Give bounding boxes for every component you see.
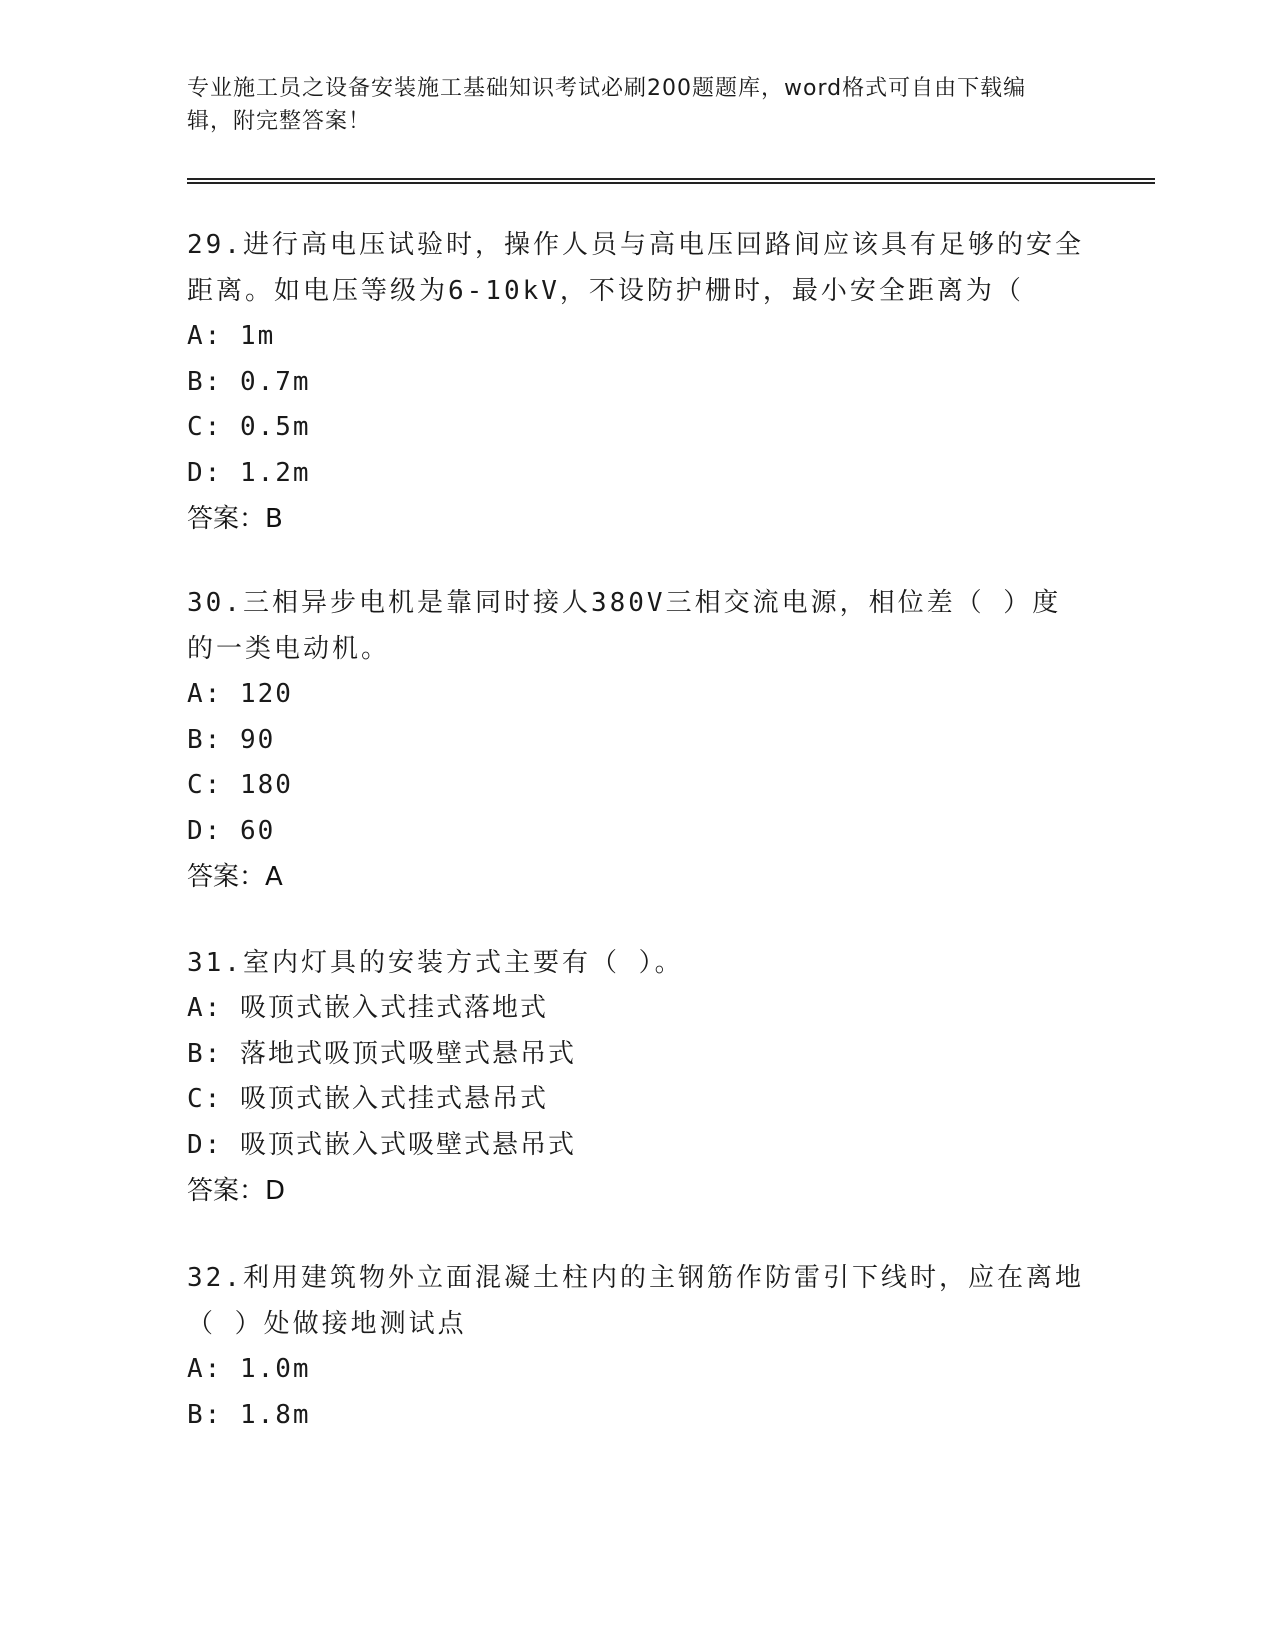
question-31: [187, 940, 1087, 1214]
option-d: D: 60: [187, 815, 276, 846]
question-stem: 31.室内灯具的安装方式主要有（ ）。: [187, 948, 684, 978]
question-30: [187, 580, 1087, 900]
header-divider: [187, 178, 1155, 184]
document-header-title: 专业施工员之设备安装施工基础知识考试必刷200题题库，word格式可自由下载编辑，附完整答案！: [187, 76, 1027, 134]
option-a: A: 吸顶式嵌入式挂式落地式: [187, 993, 548, 1023]
answer-line: 答案：B: [187, 504, 283, 534]
option-a: A: 120: [187, 679, 293, 709]
option-a: A: 1.0m: [187, 1354, 311, 1384]
option-b: B: 落地式吸顶式吸壁式悬吊式: [187, 1038, 576, 1069]
question-stem: 32.利用建筑物外立面混凝土柱内的主钢筋作防雷引下线时，应在离地（ ）处做接地测试点: [187, 1263, 1084, 1339]
option-d: D: 1.2m: [187, 457, 311, 488]
option-a: A: 1m: [187, 321, 276, 351]
option-b: B: 1.8m: [187, 1399, 311, 1430]
answer-line: 答案：D: [187, 1176, 286, 1206]
question-32: [187, 1255, 1087, 1438]
option-d: D: 吸顶式嵌入式吸壁式悬吊式: [187, 1129, 576, 1160]
question-stem: 29.进行高电压试验时，操作人员与高电压回路间应该具有足够的安全距离。如电压等级为6-10kV，不设防护栅时，最小安全距离为（: [187, 230, 1084, 306]
answer-line: 答案：A: [187, 862, 283, 892]
question-stem: 30.三相异步电机是靠同时接人380V三相交流电源，相位差（ ）度的一类电动机。: [187, 588, 1062, 664]
option-c: C: 吸顶式嵌入式挂式悬吊式: [187, 1084, 548, 1114]
option-b: B: 0.7m: [187, 366, 311, 397]
option-c: C: 0.5m: [187, 412, 311, 442]
option-b: B: 90: [187, 724, 276, 755]
question-29: [187, 222, 1087, 542]
option-c: C: 180: [187, 770, 293, 800]
